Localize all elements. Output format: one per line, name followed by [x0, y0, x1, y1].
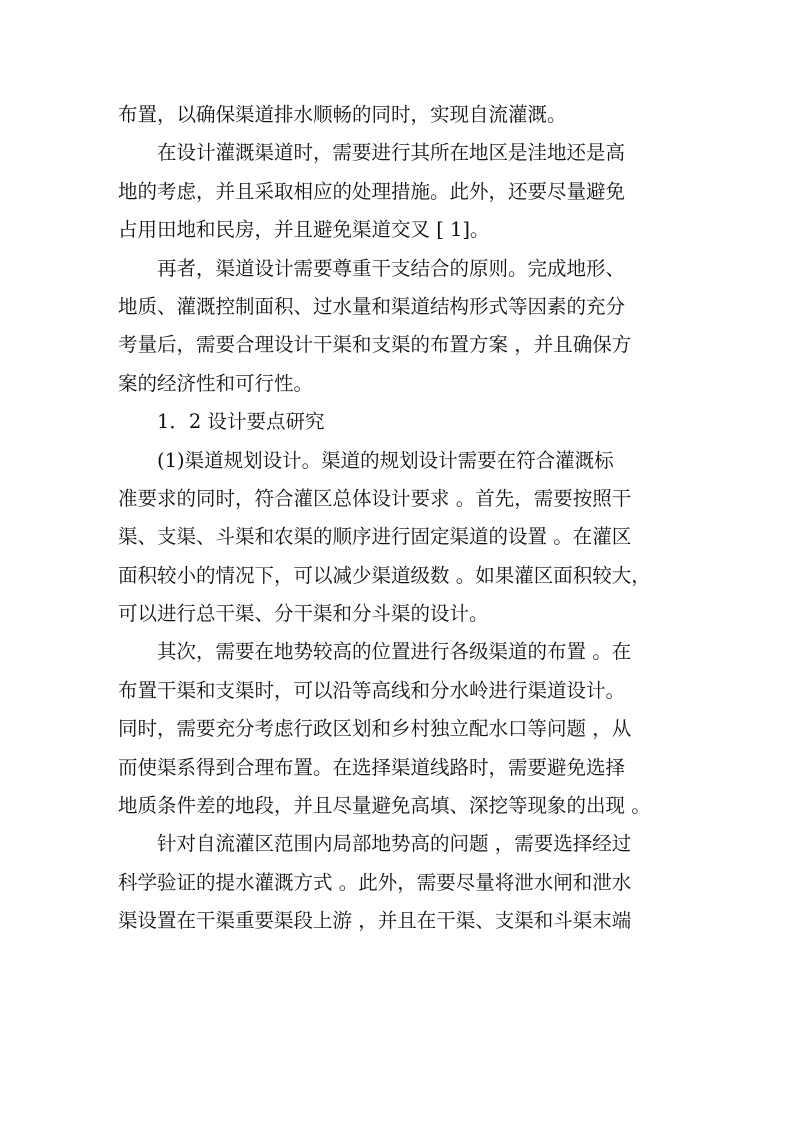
text-line-1: 布置，以确保渠道排水顺畅的同时，实现自流灌溉。 [118, 103, 567, 126]
text-line-19: 地质条件差的地段，并且尽量避免高填、深挖等现象的出现 。 [118, 794, 651, 818]
text-line-4: 占用田地和民房，并且避免渠道交叉 [ 1]。 [118, 218, 490, 242]
text-line-5: 再者，渠道设计需要尊重干支结合的原则。完成地形、 [157, 256, 626, 280]
text-line-20: 针对自流灌区范围内局部地势高的问题 ，需要选择经过 [157, 832, 632, 856]
text-line-3: 地的考虑，并且采取相应的处理措施。此外，还要尽量避免 [118, 179, 626, 203]
text-line-7: 考量后，需要合理设计干渠和支渠的布置方案 ，并且确保方 [118, 333, 632, 357]
text-line-10: (1)渠道规划设计。渠道的规划设计需要在符合灌溉标 [157, 448, 614, 472]
text-line-21: 科学验证的提水灌溉方式 。此外，需要尽量将泄水闸和泄水 [118, 870, 632, 894]
text-line-6: 地质、灌溉控制面积、过水量和渠道结构形式等因素的充分 [118, 294, 626, 318]
text-line-11: 准要求的同时，符合灌区总体设计要求 。首先，需要按照干 [118, 486, 632, 510]
text-line-13: 面积较小的情况下，可以减少渠道级数 。如果灌区面积较大， [118, 563, 651, 587]
text-line-18: 而使渠系得到合理布置。在选择渠道线路时，需要避免选择 [118, 755, 626, 779]
text-line-8: 案的经济性和可行性。 [118, 371, 314, 395]
body-text [118, 96, 678, 941]
text-line-22: 渠设置在干渠重要渠段上游 ，并且在干渠、支渠和斗渠末端 [118, 909, 632, 933]
text-line-17: 同时，需要充分考虑行政区划和乡村独立配水口等问题 ，从 [118, 717, 632, 741]
text-line-12: 渠、支渠、斗渠和农渠的顺序进行固定渠道的设置 。在灌区 [118, 525, 632, 549]
section-heading: 1．2 设计要点研究 [157, 410, 325, 434]
text-line-2: 在设计灌溉渠道时，需要进行其所在地区是洼地还是高 [157, 141, 626, 165]
text-line-16: 布置干渠和支渠时，可以沿等高线和分水岭进行渠道设计。 [118, 678, 626, 702]
text-line-14: 可以进行总干渠、分干渠和分斗渠的设计。 [118, 602, 489, 626]
text-line-15: 其次，需要在地势较高的位置进行各级渠道的布置 。在 [157, 640, 632, 664]
